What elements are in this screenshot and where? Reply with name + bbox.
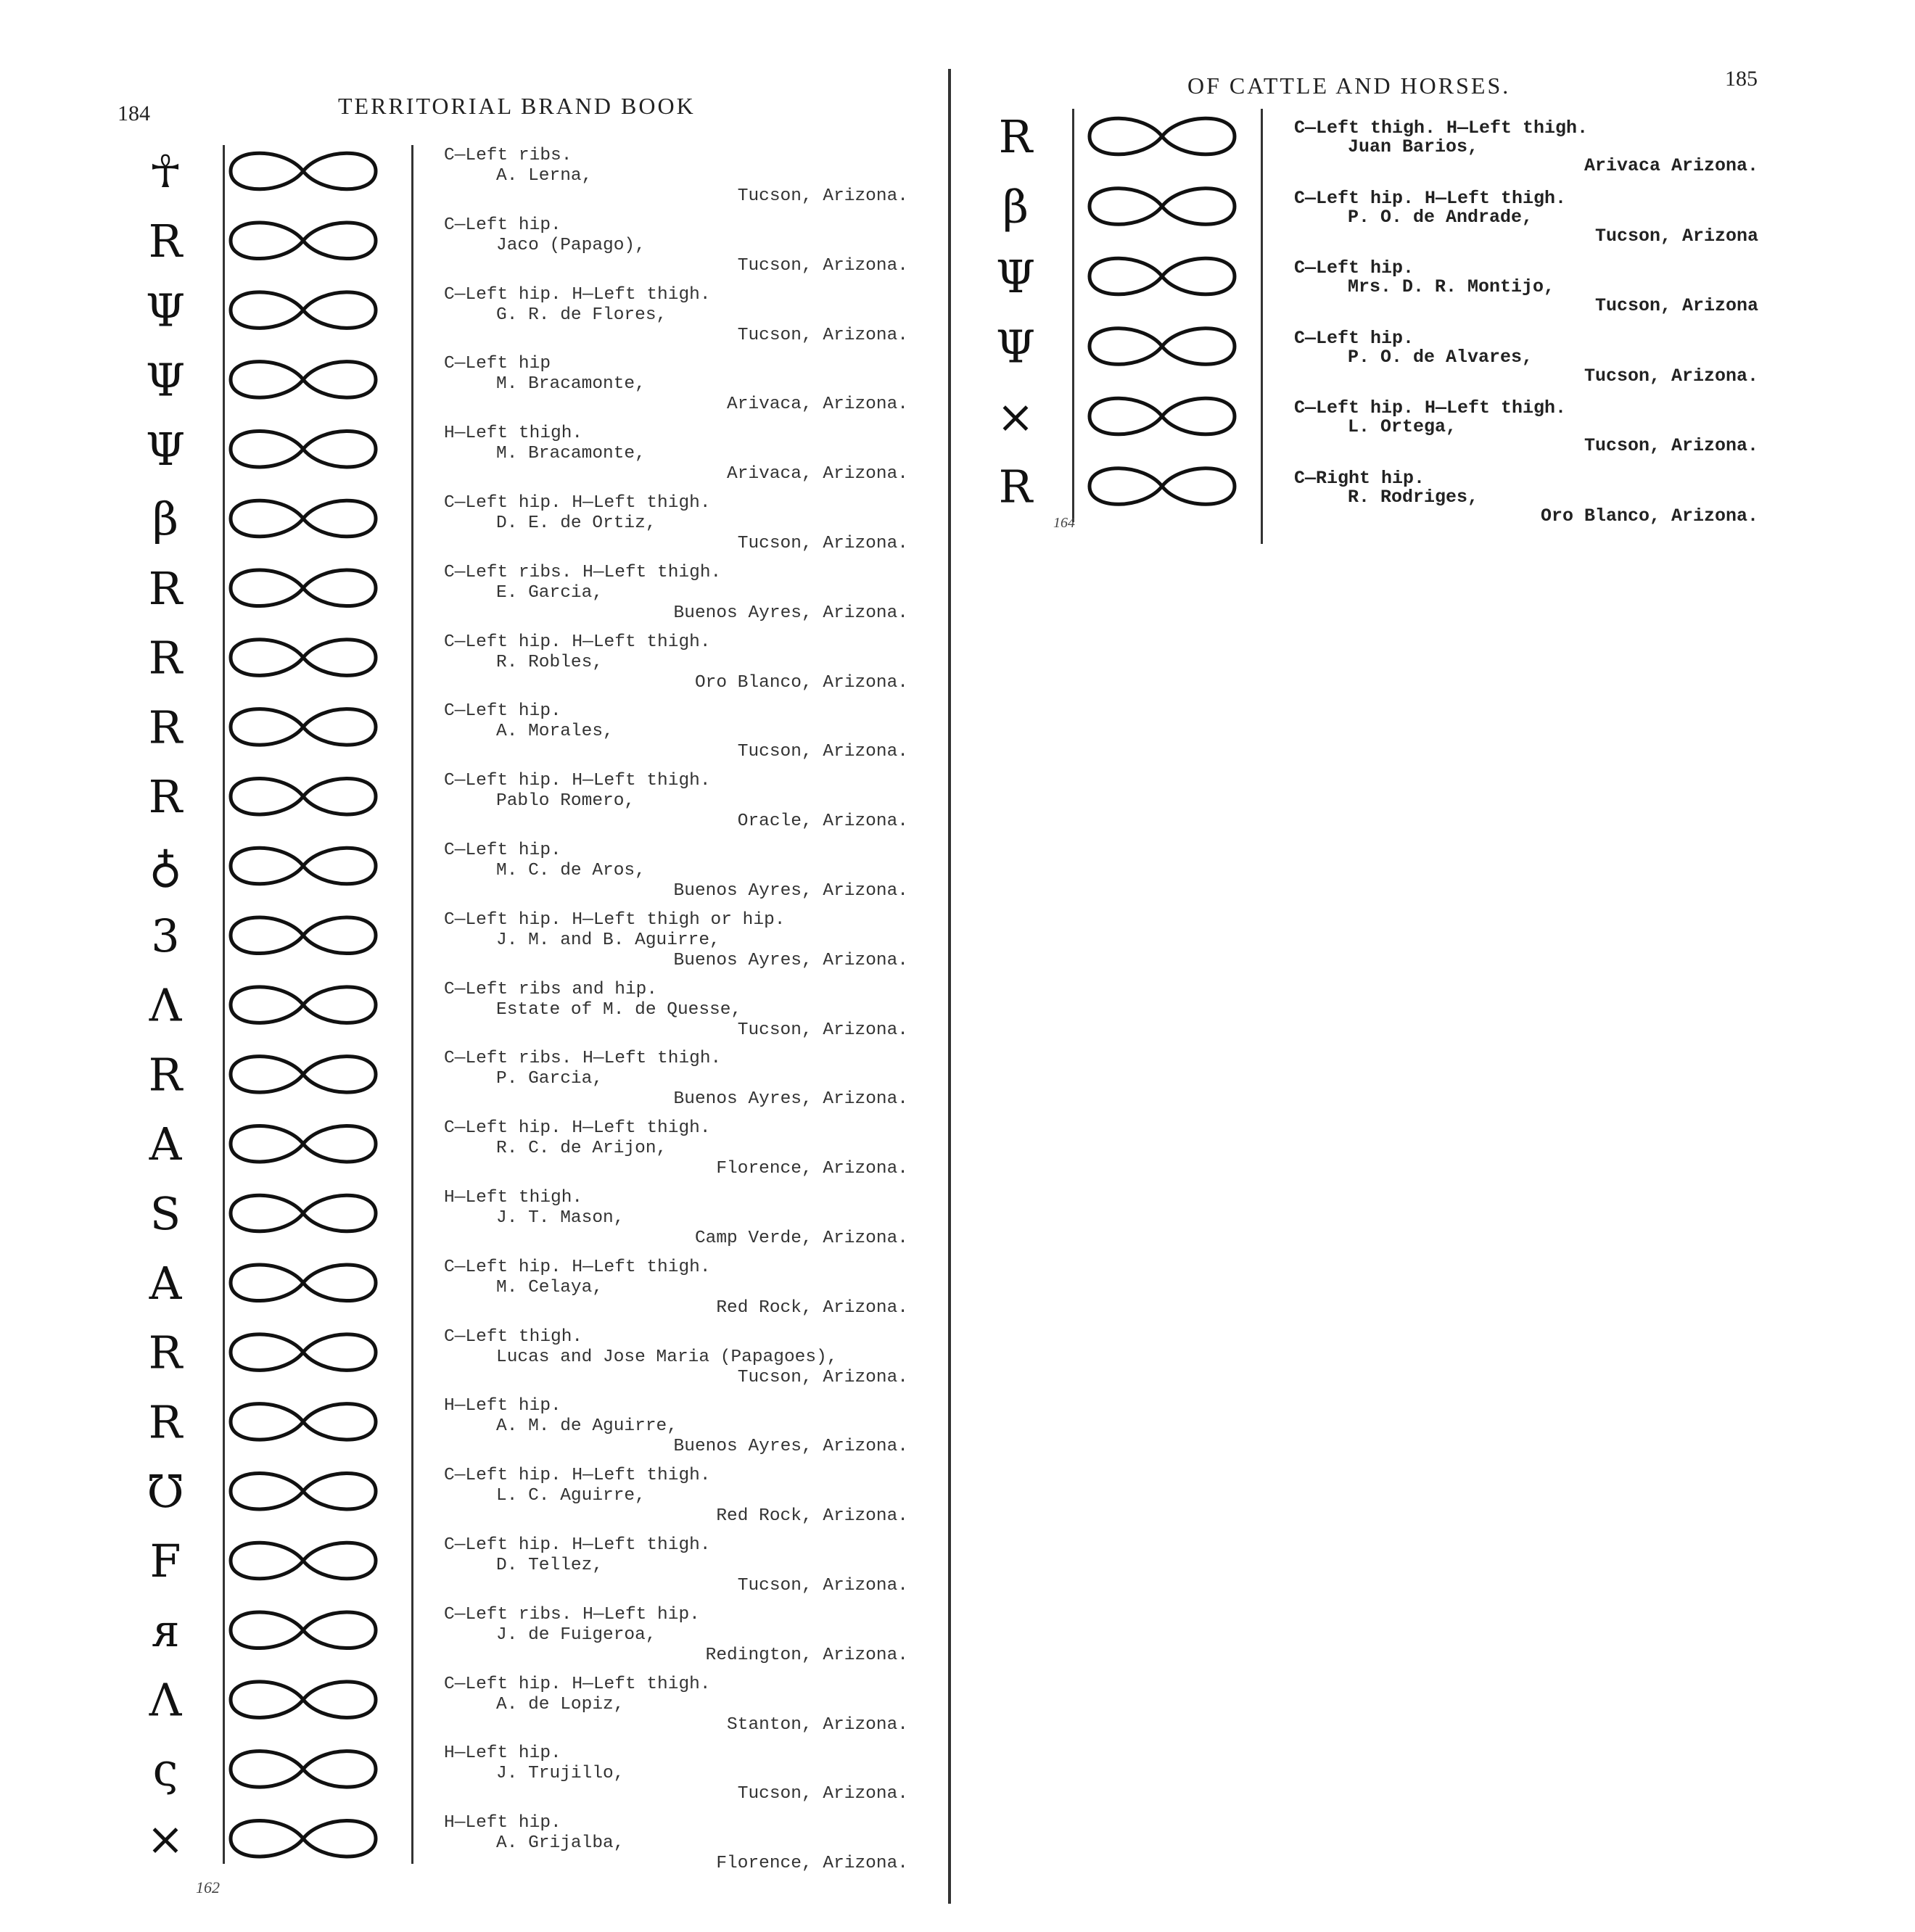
brand-location: C—Left ribs. H—Left thigh. [444, 562, 722, 582]
brand-location: C—Left hip. [444, 215, 561, 235]
earmark-figure [231, 431, 376, 467]
brand-symbol: R [148, 1048, 183, 1102]
running-head-left: TERRITORIAL BRAND BOOK [338, 93, 696, 119]
brand-symbol: R [998, 110, 1033, 163]
town: Florence, Arizona. [716, 1159, 908, 1179]
town: Tucson, Arizona. [737, 325, 908, 345]
earmark-figure [231, 848, 376, 884]
brand-entry [1294, 328, 1758, 395]
town: Tucson, Arizona [1594, 295, 1758, 316]
earmark-figure [231, 1473, 376, 1509]
town: Tucson, Arizona. [1584, 435, 1758, 456]
brand-symbol: Λ [149, 1673, 182, 1727]
town: Tucson, Arizona. [737, 1367, 908, 1387]
brand-symbol: R [148, 561, 183, 615]
brand-entry [444, 909, 908, 976]
earmark-figure [1090, 468, 1235, 505]
town: Arivaca Arizona. [1584, 155, 1758, 176]
town: Oro Blanco, Arizona. [1540, 505, 1758, 527]
brand-location: C—Left hip. H—Left thigh. [444, 632, 711, 652]
brand-location: C—Left hip. [444, 841, 561, 860]
brand-symbol: R [148, 701, 183, 754]
town: Red Rock, Arizona. [716, 1506, 908, 1527]
brand-location: C—Left hip. H—Left thigh. [444, 1118, 711, 1139]
brand-entry [444, 701, 908, 767]
brand-entry [444, 562, 908, 629]
brand-symbol: R [148, 1326, 183, 1379]
earmark-figure [1090, 189, 1235, 225]
brand-location: C—Left thigh. [444, 1326, 583, 1347]
brand-symbol: ᴙ [152, 1603, 179, 1657]
earmark-figure [231, 1334, 376, 1371]
brand-location: C—Left hip. H—Left thigh. [444, 771, 711, 791]
brand-symbol: Ψ [145, 353, 186, 407]
brand-entry [444, 1187, 908, 1254]
earmark-figure [231, 778, 376, 814]
earmark-figure [231, 1820, 376, 1857]
brand-symbol: ς [152, 1743, 178, 1796]
earmark-figure [1090, 329, 1235, 365]
brand-location: C—Left hip. H—Left thigh. [444, 1466, 711, 1486]
town: Red Rock, Arizona. [716, 1297, 908, 1318]
earmark-figure [231, 1057, 376, 1093]
town: Tucson, Arizona. [737, 742, 908, 762]
brand-location: H—Left hip. [444, 1743, 561, 1764]
owner-name: Mrs. D. R. Montijo, [1348, 276, 1555, 297]
brand-entry [1294, 257, 1758, 325]
town: Tucson, Arizona. [737, 255, 908, 276]
brand-symbol: R [998, 460, 1033, 513]
earmark-figure [231, 500, 376, 537]
brand-symbol: R [148, 214, 183, 268]
owner-name: Estate of M. de Quesse, [496, 999, 742, 1020]
brand-location: C—Left hip. H—Left thigh. [444, 493, 711, 513]
owner-name: Jaco (Papago), [496, 235, 646, 255]
brand-symbol: Ψ [145, 423, 186, 476]
town: Tucson, Arizona. [737, 1020, 908, 1040]
owner-name: L. C. Aguirre, [496, 1486, 646, 1506]
brand-entry [1294, 397, 1758, 465]
owner-name: J. M. and B. Aguirre, [496, 930, 720, 950]
owner-name: R. Rodriges, [1348, 486, 1479, 508]
brand-location: C—Left hip. [1294, 327, 1414, 349]
brand-location: C—Left hip. [444, 701, 561, 722]
owner-name: J. de Fuigeroa, [496, 1625, 656, 1645]
brand-illustrations-left [0, 0, 421, 1866]
brand-location: C—Left hip [444, 354, 551, 374]
earmark-figure [231, 153, 376, 189]
town: Stanton, Arizona. [727, 1714, 908, 1735]
page-number-right: 185 [1725, 67, 1758, 91]
owner-name: A. de Lopiz, [496, 1694, 625, 1714]
town: Tucson, Arizona [1594, 225, 1758, 247]
earmark-figure [231, 987, 376, 1023]
brand-entry [1294, 117, 1758, 185]
earmark-figure [1090, 258, 1235, 294]
earmark-figure [231, 1195, 376, 1231]
town: Buenos Ayres, Arizona. [673, 881, 908, 901]
brand-location: C—Left hip. H—Left thigh. [444, 1257, 711, 1277]
brand-location: C—Left hip. H—Left thigh. [1294, 397, 1567, 418]
brand-location: C—Left thigh. H—Left thigh. [1294, 117, 1589, 139]
brand-entry [444, 1326, 908, 1393]
owner-name: Pablo Romero, [496, 791, 635, 812]
owner-name: R. Robles, [496, 652, 604, 672]
owner-name: P. O. de Andrade, [1348, 206, 1533, 228]
brand-entry [444, 770, 908, 837]
brand-illustrations-right [965, 0, 1342, 513]
owner-name: A. Lerna, [496, 166, 593, 186]
owner-name: J. T. Mason, [496, 1208, 625, 1228]
brand-entry [444, 1604, 908, 1671]
brand-location: H—Left hip. [444, 1813, 561, 1833]
brand-entry [1294, 468, 1758, 535]
earmark-figure [231, 292, 376, 329]
brand-symbol: ⨯ [147, 1812, 184, 1866]
brand-entry [444, 979, 908, 1046]
brand-entry [1294, 188, 1758, 255]
brand-location: C—Left ribs. H—Left hip. [444, 1604, 700, 1625]
brand-symbol: R [148, 1395, 183, 1449]
brand-entry [444, 1465, 908, 1532]
brand-location: H—Left thigh. [444, 1188, 583, 1208]
plate-number-left: 162 [196, 1878, 220, 1896]
town: Tucson, Arizona. [737, 534, 908, 553]
owner-name: R. C. de Arijon, [496, 1139, 667, 1159]
town: Oro Blanco, Arizona. [694, 672, 908, 693]
brand-location: C—Left hip. H—Left thigh. [444, 284, 711, 305]
town: Tucson, Arizona. [1584, 365, 1758, 387]
brand-symbol: ⨯ [997, 390, 1034, 443]
town: Buenos Ayres, Arizona. [673, 603, 908, 623]
brand-symbol: R [148, 770, 183, 824]
earmark-figure [231, 1682, 376, 1718]
owner-name: L. Ortega, [1348, 416, 1457, 437]
earmark-figure [231, 1751, 376, 1788]
brand-symbol: 3 [151, 909, 180, 962]
earmark-figure [1090, 398, 1235, 434]
owner-name: Juan Barios, [1348, 136, 1479, 157]
owner-name: P. Garcia, [496, 1069, 604, 1089]
brand-location: C—Right hip. [1294, 467, 1425, 489]
brand-entry [444, 1812, 908, 1879]
brand-entry [444, 353, 908, 420]
brand-entry [444, 632, 908, 698]
page-number-left: 184 [118, 102, 150, 125]
owner-name: M. C. de Aros, [496, 861, 646, 880]
town: Redington, Arizona. [705, 1645, 908, 1665]
brand-symbol: ☥ [148, 145, 183, 198]
owner-name: P. O. de Alvares, [1348, 346, 1533, 368]
town: Buenos Ayres, Arizona. [673, 950, 908, 970]
town: Oracle, Arizona. [737, 812, 908, 832]
brand-symbol: F [149, 1535, 181, 1588]
brand-entry [444, 492, 908, 559]
town: Tucson, Arizona. [737, 1784, 908, 1804]
brand-symbol: R [148, 631, 183, 685]
owner-name: E. Garcia, [496, 582, 604, 603]
brand-entry [444, 423, 908, 490]
owner-name: M. Bracamonte, [496, 444, 646, 464]
earmark-figure [231, 917, 376, 954]
earmark-figure [231, 1265, 376, 1301]
earmark-figure [231, 640, 376, 676]
running-head-right: OF CATTLE AND HORSES. [1187, 73, 1511, 99]
brand-symbol: ℧ [147, 1465, 184, 1519]
brand-symbol: A [149, 1118, 182, 1171]
town: Arivaca, Arizona. [727, 395, 908, 415]
earmark-figure [231, 1612, 376, 1648]
brand-symbol: β [1002, 180, 1029, 234]
brand-entry [444, 1257, 908, 1324]
brand-entry [444, 1118, 908, 1184]
town: Buenos Ayres, Arizona. [673, 1437, 908, 1457]
earmark-figure [1090, 118, 1235, 154]
plate-number-right: 164 [1053, 515, 1075, 531]
brand-entry [444, 1395, 908, 1462]
earmark-figure [231, 1126, 376, 1162]
brand-entry [444, 284, 908, 351]
owner-name: A. M. de Aguirre, [496, 1416, 678, 1437]
earmark-figure [231, 223, 376, 259]
earmark-figure [231, 570, 376, 606]
town: Florence, Arizona. [716, 1854, 908, 1874]
brand-entry [444, 1048, 908, 1115]
brand-entry [444, 145, 908, 212]
brand-symbol: ♁ [149, 840, 182, 893]
owner-name: J. Trujillo, [496, 1764, 625, 1784]
brand-symbol: β [152, 492, 178, 545]
page-gutter-rule [948, 69, 951, 1904]
owner-name: M. Celaya, [496, 1277, 604, 1297]
brand-symbol: S [149, 1187, 181, 1240]
brand-symbol: Ψ [995, 320, 1036, 373]
brand-location: H—Left thigh. [444, 424, 583, 444]
brand-location: C—Left hip. [1294, 257, 1414, 278]
brand-location: C—Left hip. H—Left thigh. [444, 1674, 711, 1694]
owner-name: D. Tellez, [496, 1556, 604, 1575]
brand-location: C—Left ribs and hip. [444, 979, 658, 999]
brand-entry [444, 840, 908, 907]
earmark-figure [231, 709, 376, 746]
owner-name: D. E. de Ortiz, [496, 513, 656, 533]
brand-location: C—Left hip. H—Left thigh. [444, 1535, 711, 1555]
owner-name: A. Grijalba, [496, 1833, 625, 1854]
owner-name: M. Bracamonte, [496, 374, 646, 395]
brand-location: C—Left hip. H—Left thigh or hip. [444, 909, 786, 930]
earmark-figure [231, 362, 376, 398]
owner-name: Lucas and Jose Maria (Papagoes), [496, 1347, 838, 1367]
brand-symbol: A [149, 1256, 182, 1310]
brand-entry [444, 215, 908, 281]
owner-name: A. Morales, [496, 722, 614, 742]
town: Camp Verde, Arizona. [694, 1229, 908, 1248]
brand-symbol: Λ [149, 978, 182, 1032]
town: Tucson, Arizona. [737, 1576, 908, 1595]
town: Tucson, Arizona. [737, 186, 908, 206]
town: Buenos Ayres, Arizona. [673, 1089, 908, 1110]
brand-location: C—Left ribs. H—Left thigh. [444, 1049, 722, 1069]
brand-entry [444, 1535, 908, 1601]
brand-symbol: Ψ [145, 284, 186, 337]
owner-name: G. R. de Flores, [496, 305, 667, 325]
brand-location: C—Left ribs. [444, 146, 572, 165]
town: Arivaca, Arizona. [727, 464, 908, 484]
brand-location: H—Left hip. [444, 1396, 561, 1416]
earmark-figure [231, 1404, 376, 1440]
brand-entry [444, 1743, 908, 1809]
brand-entry [444, 1674, 908, 1741]
brand-symbol: Ψ [995, 250, 1036, 303]
brand-location: C—Left hip. H—Left thigh. [1294, 187, 1567, 209]
earmark-figure [231, 1543, 376, 1579]
